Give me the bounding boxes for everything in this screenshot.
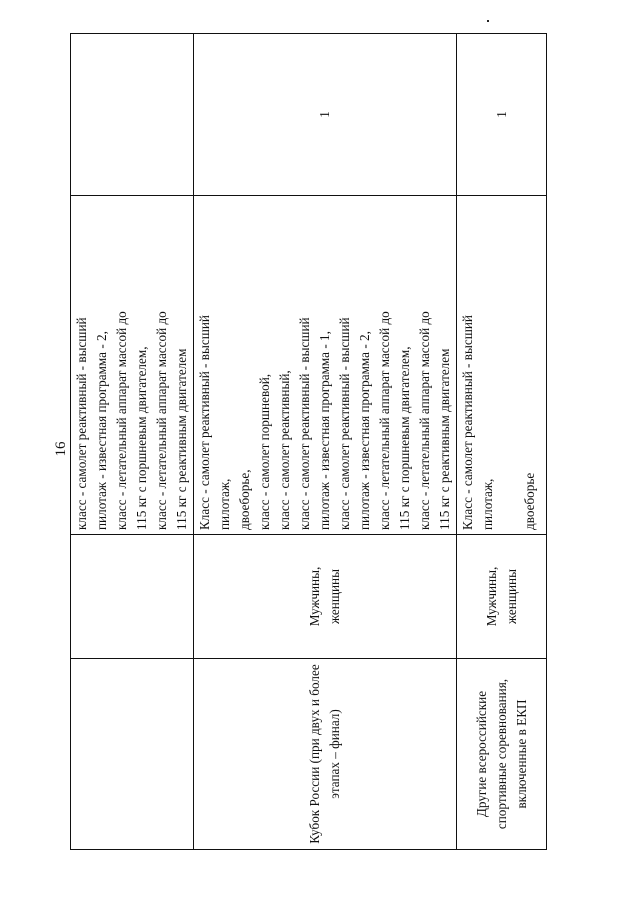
page-number: 16 [53, 441, 69, 457]
discipline-line: пилотаж - известная программа - 1, [317, 331, 332, 530]
competition-cell: Кубок России (при двух и более этапах – финал) [194, 659, 457, 850]
competitions-table [70, 33, 547, 850]
discipline-line: пилотаж - известная программа - 2, [94, 331, 109, 530]
discipline-line: класс - самолет реактивный - высший [337, 317, 352, 530]
competition-cell: Другие всероссийские спортивные соревнования, включенные в ЕКП [457, 659, 547, 850]
gender-cell: Мужчины, женщины [194, 535, 457, 659]
discipline-line: 115 кг с реактивным двигателем [437, 348, 452, 530]
discipline-line: двоеборье, [237, 469, 252, 530]
gender-cell: Мужчины, женщины [457, 535, 547, 659]
scan-speck [487, 20, 489, 22]
table-row [194, 34, 457, 850]
discipline-line: Класс - самолет реактивный - высший [197, 315, 212, 530]
gender-cell [71, 535, 194, 659]
discipline-line: пилотаж - известная программа - 2, [357, 331, 372, 530]
competition-cell [71, 659, 194, 850]
discipline-line: класс - летательный аппарат массой до [114, 311, 129, 530]
discipline-line: 115 кг с поршневым двигателем, [397, 346, 412, 530]
table-row [457, 34, 547, 850]
discipline-line: 115 кг с поршневым двигателем, [134, 346, 149, 530]
discipline-cell [194, 196, 457, 535]
rotated-table-wrapper [70, 70, 537, 850]
count-cell [71, 34, 194, 196]
discipline-line: двоеборье [522, 472, 537, 530]
line-gap [498, 200, 520, 530]
discipline-line: класс - самолет реактивный - высший [74, 317, 89, 530]
discipline-cell [71, 196, 194, 535]
discipline-line: пилотаж, [480, 478, 495, 530]
discipline-line: класс - летательный аппарат массой до [417, 311, 432, 530]
discipline-cell [457, 196, 547, 535]
table-row [71, 34, 194, 850]
discipline-line: класс - самолет реактивный, [277, 370, 292, 530]
discipline-line: класс - самолет поршневой, [257, 373, 272, 530]
discipline-line: класс - самолет реактивный - высший [297, 317, 312, 530]
discipline-line: пилотаж, [217, 478, 232, 530]
discipline-line: класс - летательный аппарат массой до [377, 311, 392, 530]
discipline-line: 115 кг с реактивным двигателем [174, 348, 189, 530]
discipline-line: класс - летательный аппарат массой до [154, 311, 169, 530]
count-cell: 1 [457, 34, 547, 196]
discipline-line: Класс - самолет реактивный - высший [460, 315, 475, 530]
count-cell: 1 [194, 34, 457, 196]
